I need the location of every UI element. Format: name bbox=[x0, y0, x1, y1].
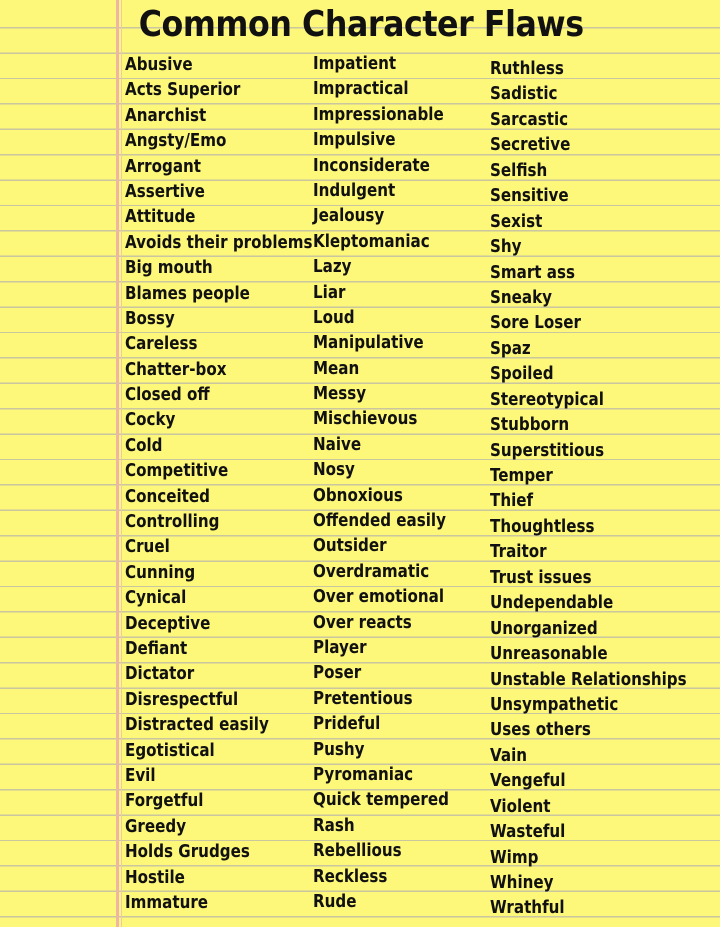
flaw-item: Lazy bbox=[313, 256, 352, 278]
flaw-item: Shy bbox=[490, 236, 522, 258]
flaw-item: Assertive bbox=[125, 180, 205, 202]
flaws-column-2 bbox=[313, 51, 475, 914]
flaw-item: Jealousy bbox=[313, 205, 385, 227]
flaw-item: Unorganized bbox=[490, 617, 598, 639]
flaw-item: Stubborn bbox=[490, 414, 570, 436]
flaw-item: Vain bbox=[490, 744, 528, 766]
flaw-item: Greedy bbox=[125, 815, 187, 837]
flaw-item: Cunning bbox=[125, 561, 196, 583]
flaw-item: Uses others bbox=[490, 719, 591, 741]
flaw-item: Forgetful bbox=[125, 790, 204, 812]
flaw-item: Whiney bbox=[490, 872, 554, 893]
flaw-item: Hostile bbox=[125, 866, 185, 888]
flaw-item: Indulgent bbox=[313, 179, 396, 201]
flaw-item: Rash bbox=[313, 814, 355, 836]
flaw-item: Arrogant bbox=[125, 155, 202, 177]
flaw-item: Careless bbox=[125, 333, 198, 355]
flaw-item: Abusive bbox=[125, 54, 193, 75]
flaw-item: Acts Superior bbox=[125, 79, 241, 101]
flaw-item: Messy bbox=[313, 383, 367, 405]
flaw-item: Angsty/Emo bbox=[125, 130, 227, 152]
flaw-item: Over emotional bbox=[313, 586, 445, 608]
flaw-item: Closed off bbox=[125, 384, 210, 406]
flaw-item: Kleptomaniac bbox=[313, 230, 430, 252]
flaw-item: Pushy bbox=[313, 738, 365, 760]
flaw-item: Wrathful bbox=[490, 897, 565, 919]
flaw-item: Impressionable bbox=[313, 103, 444, 125]
flaw-item: Sneaky bbox=[490, 286, 553, 308]
flaw-item: Rebellious bbox=[313, 840, 402, 862]
flaw-item: Stereotypical bbox=[490, 388, 604, 410]
flaw-item: Undependable bbox=[490, 592, 614, 614]
flaw-item: Thoughtless bbox=[490, 515, 595, 537]
flaw-item: Evil bbox=[125, 764, 156, 786]
flaw-item: Manipulative bbox=[313, 332, 424, 354]
flaw-item: Quick tempered bbox=[313, 789, 449, 811]
flaw-item: Conceited bbox=[125, 485, 210, 507]
flaw-item: Distracted easily bbox=[125, 714, 269, 736]
flaw-item: Bossy bbox=[125, 307, 175, 329]
flaw-item: Poser bbox=[313, 662, 362, 684]
flaw-item: Rude bbox=[313, 890, 357, 912]
flaw-item: Cruel bbox=[125, 536, 170, 558]
flaw-item: Egotistical bbox=[125, 739, 215, 761]
flaw-item: Cold bbox=[125, 434, 163, 456]
flaw-item: Impulsive bbox=[313, 129, 396, 151]
flaw-item: Prideful bbox=[313, 713, 381, 735]
flaw-item: Disrespectful bbox=[125, 688, 239, 710]
flaw-item: Player bbox=[313, 636, 367, 658]
flaw-item: Over reacts bbox=[313, 611, 412, 633]
flaw-item: Temper bbox=[490, 465, 553, 486]
flaw-item: Spoiled bbox=[490, 363, 554, 385]
flaw-item: Dictator bbox=[125, 663, 195, 685]
flaw-item: Mischievous bbox=[313, 408, 418, 430]
flaw-item: Attitude bbox=[125, 206, 196, 228]
flaw-item: Impatient bbox=[313, 53, 397, 74]
margin-line bbox=[116, 0, 119, 927]
flaw-item: Unreasonable bbox=[490, 643, 608, 665]
flaw-item: Violent bbox=[490, 795, 551, 817]
flaw-item: Controlling bbox=[125, 511, 220, 533]
flaw-item: Wimp bbox=[490, 846, 539, 868]
flaw-item: Sore Loser bbox=[490, 312, 581, 334]
flaw-item: Thief bbox=[490, 490, 534, 512]
flaws-column-3 bbox=[490, 56, 720, 921]
flaw-item: Ruthless bbox=[490, 58, 564, 79]
flaw-item: Cynical bbox=[125, 587, 187, 609]
flaw-item: Outsider bbox=[313, 535, 387, 557]
flaw-item: Selfish bbox=[490, 159, 548, 181]
flaw-item: Defiant bbox=[125, 637, 188, 659]
flaw-item: Cocky bbox=[125, 409, 176, 431]
flaw-item: Anarchist bbox=[125, 104, 207, 126]
flaw-item: Holds Grudges bbox=[125, 841, 250, 863]
flaw-item: Sarcastic bbox=[490, 108, 569, 130]
flaw-item: Pretentious bbox=[313, 687, 413, 709]
flaw-item: Nosy bbox=[313, 459, 355, 481]
flaw-item: Competitive bbox=[125, 460, 229, 482]
flaw-item: Spaz bbox=[490, 337, 531, 359]
flaw-item: Unsympathetic bbox=[490, 693, 619, 715]
flaw-item: Vengeful bbox=[490, 770, 566, 792]
flaw-item: Naive bbox=[313, 433, 362, 455]
flaw-item: Traitor bbox=[490, 541, 547, 563]
flaw-item: Secretive bbox=[490, 134, 571, 156]
flaw-item: Sexist bbox=[490, 210, 543, 232]
flaw-item: Pyromaniac bbox=[313, 763, 414, 785]
margin-line-inner bbox=[121, 0, 122, 927]
flaw-item: Mean bbox=[313, 357, 360, 379]
flaw-item: Chatter-box bbox=[125, 358, 227, 380]
flaw-item: Unstable Relationships bbox=[490, 668, 687, 690]
flaw-item: Obnoxious bbox=[313, 484, 403, 506]
flaw-item: Big mouth bbox=[125, 257, 213, 279]
flaw-item: Blames people bbox=[125, 282, 250, 304]
flaw-item: Avoids their problems bbox=[125, 231, 313, 253]
flaw-item: Deceptive bbox=[125, 612, 211, 634]
page-title: Common Character Flaws bbox=[138, 4, 584, 45]
flaw-item: Immature bbox=[125, 891, 209, 913]
flaw-item: Wasteful bbox=[490, 821, 566, 843]
flaw-item: Reckless bbox=[313, 865, 388, 887]
flaw-item: Superstitious bbox=[490, 439, 605, 461]
flaw-item: Liar bbox=[313, 281, 346, 303]
flaw-item: Overdramatic bbox=[313, 560, 430, 582]
flaw-item: Offended easily bbox=[313, 510, 446, 532]
flaw-item: Sadistic bbox=[490, 83, 558, 105]
flaw-item: Smart ass bbox=[490, 261, 576, 283]
flaw-item: Sensitive bbox=[490, 185, 569, 207]
flaw-item: Trust issues bbox=[490, 566, 592, 588]
flaw-item: Loud bbox=[313, 306, 355, 328]
flaw-item: Impractical bbox=[313, 78, 409, 100]
flaw-item: Inconsiderate bbox=[313, 154, 430, 176]
